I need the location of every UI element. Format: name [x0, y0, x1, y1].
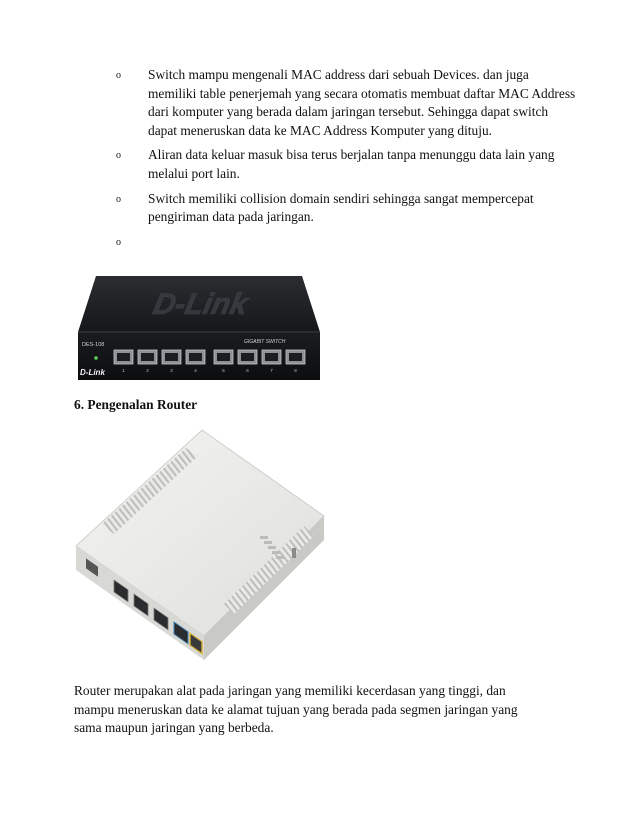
router-description: Router merupakan alat pada jaringan yang memiliki kecerdasan yang tinggi, dan mampu meneruskan data ke alamat tujuan yang berada pada segmen jaringan yang sama maupun jaringan yang berbeda. — [74, 683, 518, 736]
power-led — [94, 356, 98, 360]
ethernet-port — [114, 350, 133, 364]
port-number: 4 — [194, 368, 197, 373]
bullet-text: Switch memiliki collision domain sendiri sehingga sangat mempercepat pengiriman data pada jaringan. — [148, 190, 534, 225]
port-number: 6 — [246, 368, 249, 373]
port-number: 1 — [122, 368, 125, 373]
bullet-item — [116, 190, 576, 227]
ethernet-port — [138, 350, 157, 364]
bullet-marker: o — [116, 70, 121, 81]
switch-image — [74, 274, 324, 382]
bullet-item — [116, 66, 576, 140]
bullet-text: Switch mampu mengenali MAC address dari sebuah Devices. dan juga memiliki table penerjemah yang secara otomatis membuat daftar MAC Address dari komputer yang berada dalam jaringan tersebut. Sehingga dapat switch dapat meneruskan data ke MAC Address Komputer yang dituju. — [148, 67, 576, 138]
ethernet-port — [262, 350, 281, 364]
ethernet-port — [186, 350, 205, 364]
switch-model-label: DES-108 — [82, 342, 105, 348]
port-number: 3 — [170, 368, 173, 373]
bullet-item — [116, 146, 576, 183]
bullet-marker: o — [116, 150, 121, 162]
bullet-marker: o — [116, 193, 121, 205]
switch-front-logo: D-Link — [80, 368, 105, 377]
section-heading: 6. Pengenalan Router — [74, 397, 198, 412]
port-number: 8 — [294, 368, 297, 373]
switch-gigabit-label: GIGABIT SWITCH — [244, 339, 286, 345]
port-number: 2 — [146, 368, 149, 373]
ethernet-port — [214, 350, 233, 364]
switch-top-logo: D-Link — [150, 288, 251, 321]
ethernet-port — [286, 350, 305, 364]
ethernet-port — [238, 350, 257, 364]
router-image — [74, 428, 326, 660]
bullet-item — [116, 233, 576, 253]
port-number: 7 — [270, 368, 273, 373]
ethernet-port — [162, 350, 181, 364]
bullet-marker: o — [116, 236, 121, 248]
bullet-text: Aliran data keluar masuk bisa terus berjalan tanpa menunggu data lain yang melalui port lain. — [148, 147, 555, 181]
bullet-list — [116, 66, 576, 258]
port-number: 5 — [222, 368, 225, 373]
bullet-text — [148, 233, 576, 253]
